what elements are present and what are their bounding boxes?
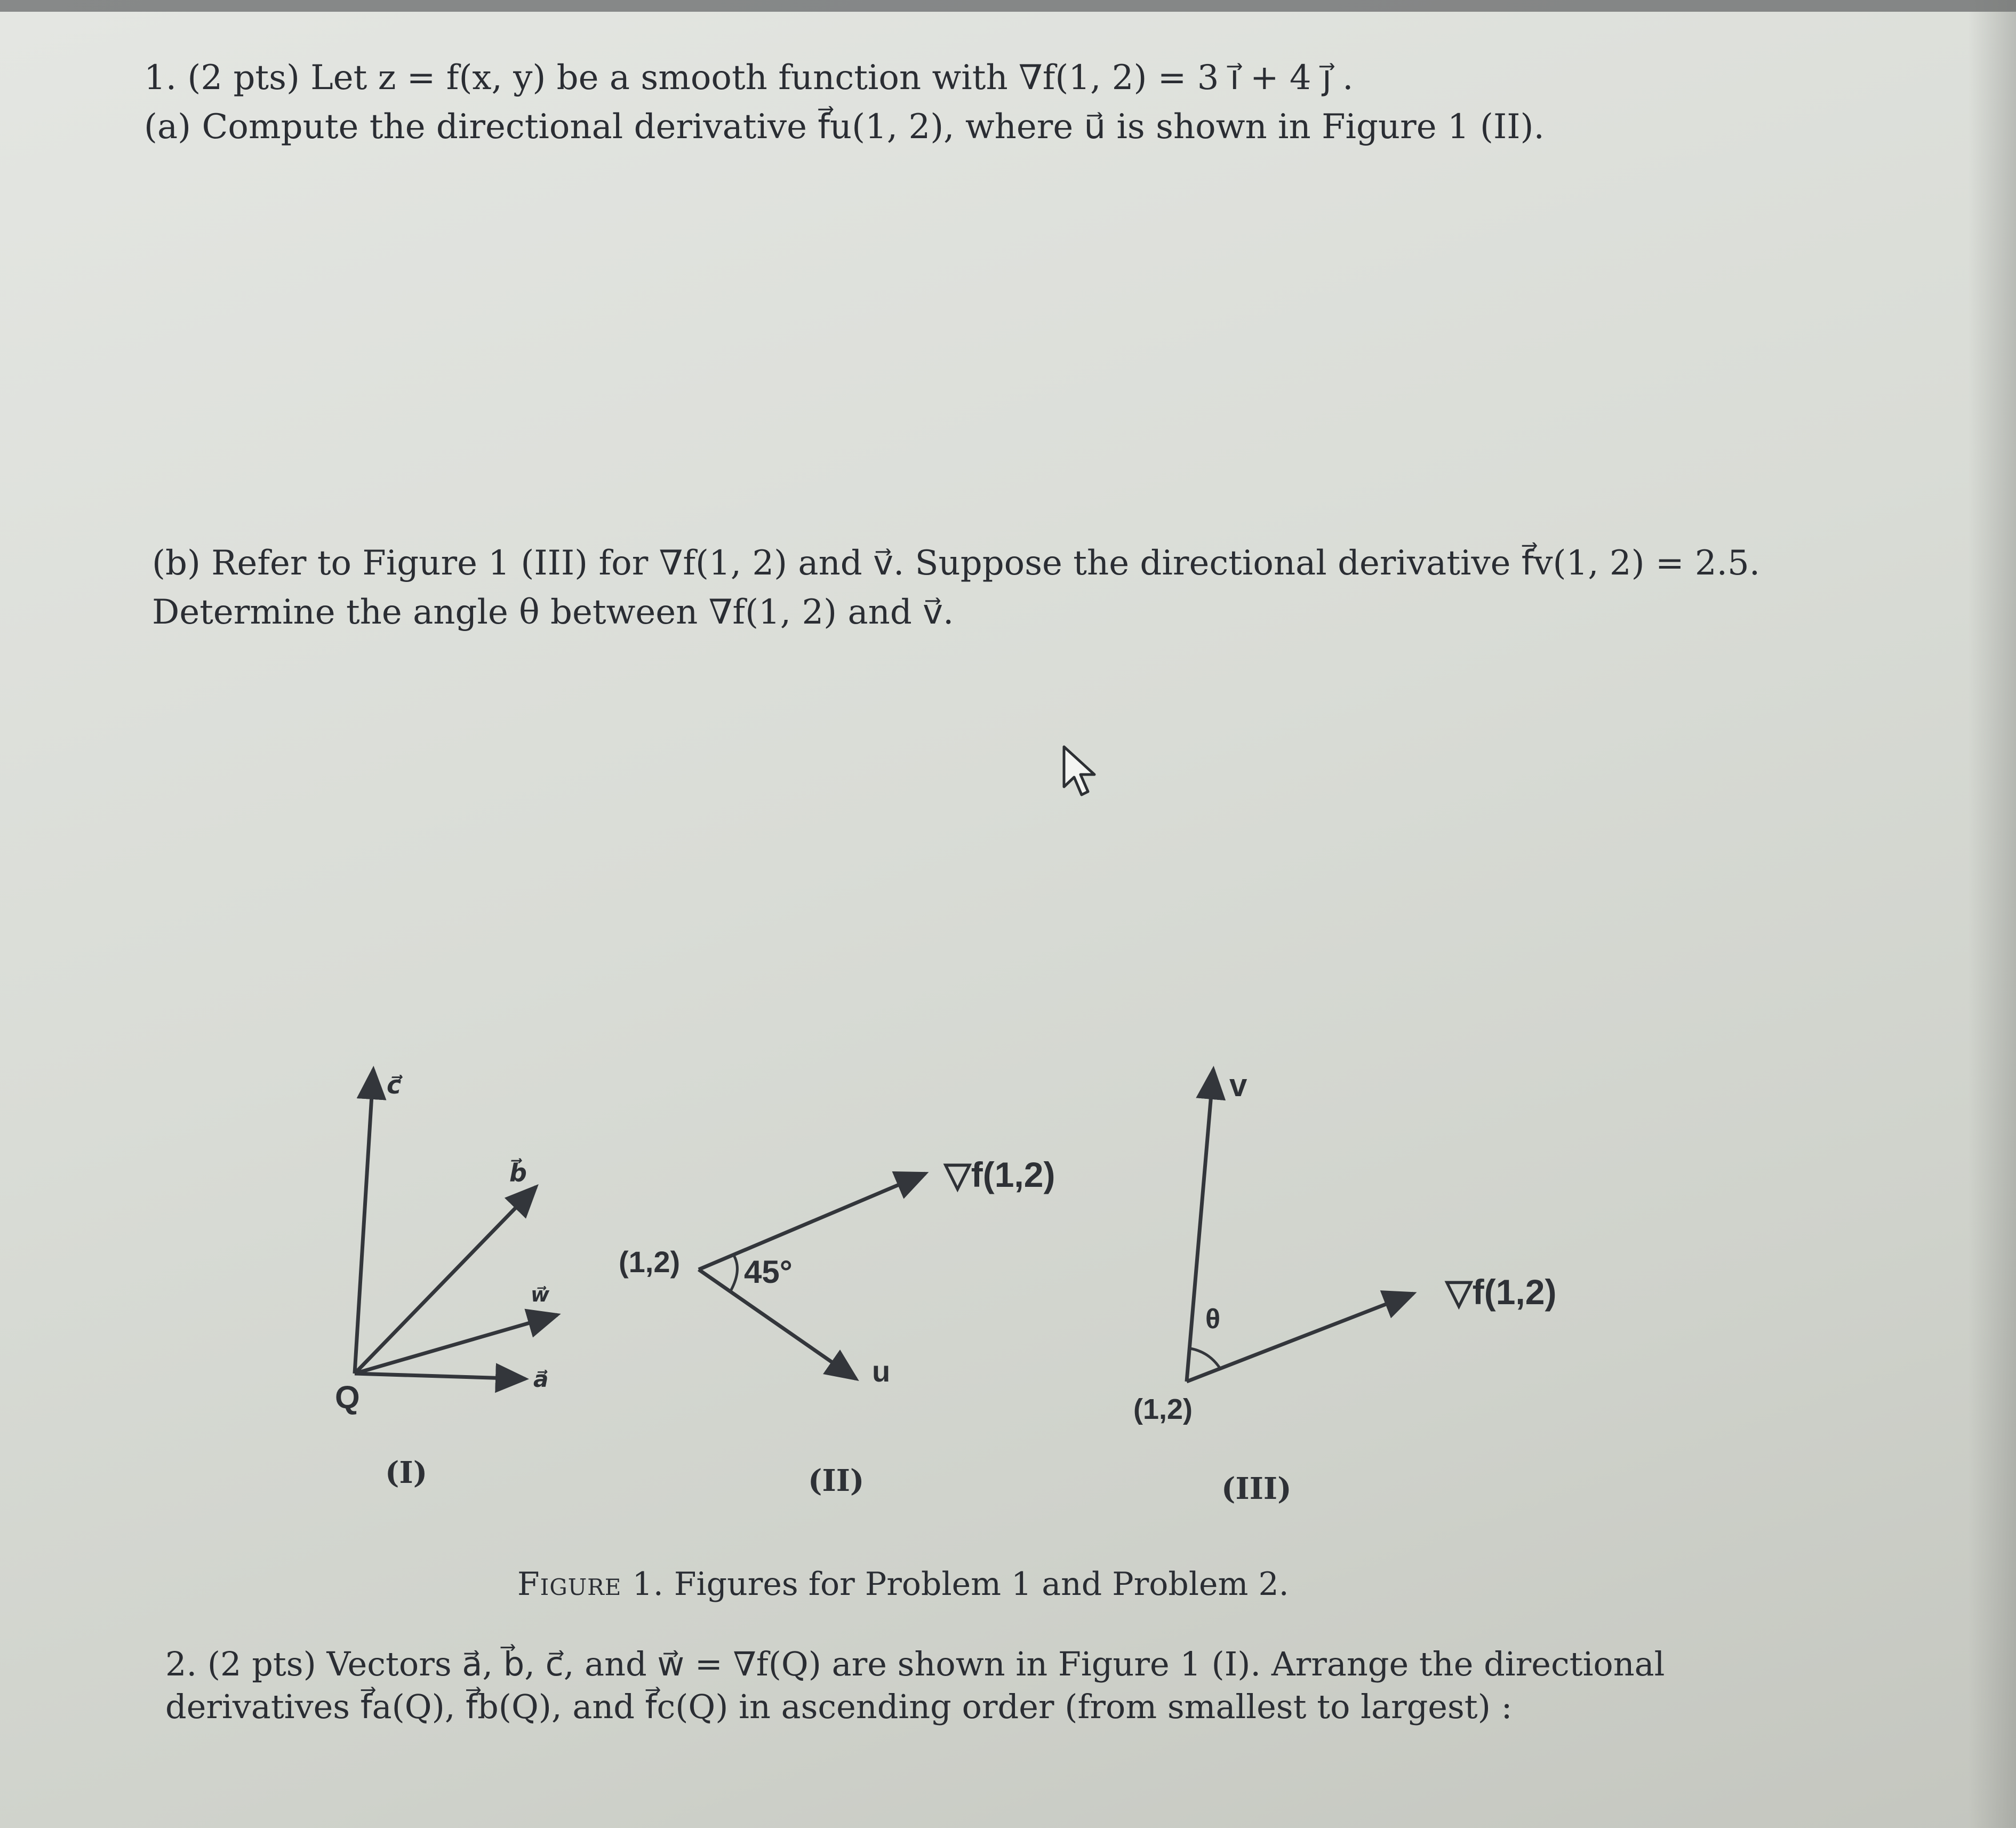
vector-b-label: b⃗: [509, 1159, 527, 1187]
problem-2-statement: [165, 1643, 1665, 1728]
point-1-2-label: (1,2): [619, 1245, 681, 1279]
vector-u-label: u: [872, 1354, 891, 1388]
vector-a: [355, 1374, 525, 1379]
figure-caption: [517, 1566, 1289, 1603]
angle-arc-45: [731, 1255, 737, 1291]
point-q-label: Q: [335, 1379, 360, 1415]
problem-1-part-a: (a) Compute the directional derivative f⃗u(1, 2), where u⃗ is shown in Figure 1 (II).: [144, 107, 1545, 147]
angle-arc-theta: [1190, 1348, 1220, 1369]
vector-a-label: a⃗: [533, 1367, 549, 1392]
figure-3-panel-label: (III): [1221, 1471, 1292, 1506]
problem-1-part-b-line1: (b) Refer to Figure 1 (III) for ∇f(1, 2) and v⃗. Suppose the directional derivative f⃗v(1, 2) = 2.5.: [152, 544, 1761, 583]
problem-2-line1: 2. (2 pts) Vectors a⃗, b⃗, c⃗, and w⃗ = ∇f(Q) are shown in Figure 1 (I). Arrange the directional: [165, 1645, 1665, 1683]
figure-2-panel-label: (II): [808, 1463, 865, 1498]
vector-c-label: c⃗: [387, 1071, 402, 1099]
figure-panel-1: [335, 1069, 557, 1490]
caption-text: Figures for Problem 1 and Problem 2.: [674, 1566, 1289, 1603]
caption-prefix: Figure 1.: [517, 1566, 664, 1603]
vector-v-label: v: [1229, 1067, 1247, 1103]
gradient-label-3: ▽f(1,2): [1445, 1272, 1557, 1312]
problem-1-part-b-line2: Determine the angle θ between ∇f(1, 2) and v⃗.: [152, 593, 954, 632]
vector-w-label: w⃗: [531, 1284, 550, 1306]
figure-panel-2: [619, 1155, 1055, 1498]
figure-panel-3: [1133, 1067, 1556, 1506]
vector-c: [355, 1069, 373, 1374]
mouse-pointer-icon: [1061, 744, 1099, 797]
theta-label: θ: [1205, 1304, 1221, 1335]
point-1-2-label-3: (1,2): [1133, 1393, 1193, 1425]
problem-1-intro: 1. (2 pts) Let z = f(x, y) be a smooth function with ∇f(1, 2) = 3 i⃗ + 4 j⃗ .: [144, 58, 1354, 98]
problem-2-line2: derivatives f⃗a(Q), f⃗b(Q), and f⃗c(Q) in ascending order (from smallest to largest) :: [165, 1687, 1513, 1726]
angle-45-label: 45°: [744, 1254, 793, 1290]
gradient-label: ▽f(1,2): [944, 1155, 1055, 1194]
vector-v: [1187, 1069, 1213, 1382]
figure-1-panel-label: (I): [385, 1455, 428, 1490]
